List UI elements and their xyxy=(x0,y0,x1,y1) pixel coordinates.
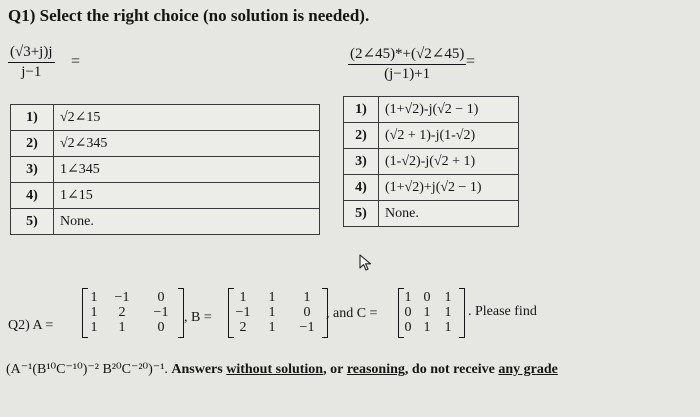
b-label: , B = xyxy=(184,310,212,325)
left-fraction xyxy=(8,44,55,81)
right-option-4[interactable] xyxy=(344,175,519,201)
matrix-cell: 1 xyxy=(423,305,431,320)
option-number: 5) xyxy=(344,201,379,227)
matrix-cell: 1 xyxy=(268,320,276,335)
matrix-cell: 1 xyxy=(423,320,431,335)
matrix-cell: 1 xyxy=(444,305,452,320)
right-option-2[interactable] xyxy=(344,123,519,149)
matrix-cell: 1 xyxy=(268,290,276,305)
right-options-table xyxy=(343,96,519,227)
note-without-solution: without solution xyxy=(226,362,324,377)
option-text: √2∠15 xyxy=(54,105,320,131)
matrix-cell: 1 xyxy=(239,290,247,305)
matrix-cell: −1 xyxy=(235,305,251,320)
matrix-cell: 1 xyxy=(404,290,412,305)
left-option-3[interactable] xyxy=(11,157,320,183)
matrix-cell: −1 xyxy=(299,320,315,335)
matrix-cell: 1 xyxy=(90,320,98,335)
option-number: 4) xyxy=(344,175,379,201)
c-label: , and C = xyxy=(326,306,378,321)
option-text: (√2 + 1)-j(1-√2) xyxy=(379,123,519,149)
q1-title: Q1) Select the right choice (no solution is needed). xyxy=(8,6,370,25)
matrix-cell: 1 xyxy=(444,320,452,335)
matrix-cell: −1 xyxy=(114,290,130,305)
right-fraction-numerator: (2∠45)*+(√2∠45) xyxy=(348,44,466,65)
option-number: 2) xyxy=(11,131,54,157)
matrix-cell: 0 xyxy=(423,290,431,305)
left-fraction-denominator: j−1 xyxy=(21,64,42,80)
matrix-cell: 1 xyxy=(268,305,276,320)
option-number: 5) xyxy=(11,209,54,235)
q2-expression-line xyxy=(6,361,558,378)
right-option-3[interactable] xyxy=(344,149,519,175)
note-reasoning: reasoning xyxy=(346,362,405,377)
matrix-cell: 1 xyxy=(90,305,98,320)
option-text: None. xyxy=(54,209,320,235)
option-text: (1+√2)-j(√2 − 1) xyxy=(379,97,519,123)
matrix-cell: 0 xyxy=(157,290,165,305)
matrix-cell: 1 xyxy=(303,290,311,305)
matrix-c xyxy=(400,290,458,335)
q2-expression: (A⁻¹(B¹⁰C⁻¹⁰)⁻² B²⁰C⁻²⁰)⁻¹. xyxy=(6,362,168,377)
option-number: 2) xyxy=(344,123,379,149)
left-option-1[interactable] xyxy=(11,105,320,131)
option-number: 1) xyxy=(344,97,379,123)
note-do-not-receive: , do not receive xyxy=(404,362,495,377)
matrix-cell: 1 xyxy=(118,320,126,335)
matrix-cell: 0 xyxy=(157,320,165,335)
mouse-cursor-icon xyxy=(358,254,374,272)
option-number: 4) xyxy=(11,183,54,209)
matrix-cell: 1 xyxy=(90,290,98,305)
option-number: 3) xyxy=(11,157,54,183)
note-or: , or xyxy=(323,362,344,377)
note-any-grade: any grade xyxy=(498,362,558,377)
matrix-cell: 1 xyxy=(444,290,452,305)
option-text: √2∠345 xyxy=(54,131,320,157)
option-number: 3) xyxy=(344,149,379,175)
matrix-b xyxy=(232,290,324,335)
left-fraction-numerator: (√3+j)j xyxy=(8,44,55,63)
right-option-1[interactable] xyxy=(344,97,519,123)
option-text: 1∠15 xyxy=(54,183,320,209)
matrix-cell: 0 xyxy=(303,305,311,320)
matrix-a xyxy=(86,290,180,335)
left-option-4[interactable] xyxy=(11,183,320,209)
left-option-2[interactable] xyxy=(11,131,320,157)
left-option-5[interactable] xyxy=(11,209,320,235)
left-options-table xyxy=(10,104,320,235)
note-answers: Answers xyxy=(171,362,223,377)
q2-tail: . Please find xyxy=(468,304,537,319)
option-text: (1-√2)-j(√2 + 1) xyxy=(379,149,519,175)
matrix-cell: 2 xyxy=(239,320,247,335)
right-fraction-denominator: (j−1)+1 xyxy=(384,66,431,82)
matrix-cell: 0 xyxy=(404,320,412,335)
right-equals: = xyxy=(466,53,476,70)
q2-prefix: Q2) A = xyxy=(8,318,54,333)
matrix-cell: 0 xyxy=(404,305,412,320)
option-text: (1+√2)+j(√2 − 1) xyxy=(379,175,519,201)
option-text: 1∠345 xyxy=(54,157,320,183)
left-equals: = xyxy=(71,53,81,70)
matrix-cell: −1 xyxy=(153,305,169,320)
option-number: 1) xyxy=(11,105,54,131)
matrix-cell: 2 xyxy=(118,305,126,320)
right-fraction xyxy=(348,44,466,83)
matrix-c-right-bracket xyxy=(459,288,465,338)
right-option-5[interactable] xyxy=(344,201,519,227)
option-text: None. xyxy=(379,201,519,227)
